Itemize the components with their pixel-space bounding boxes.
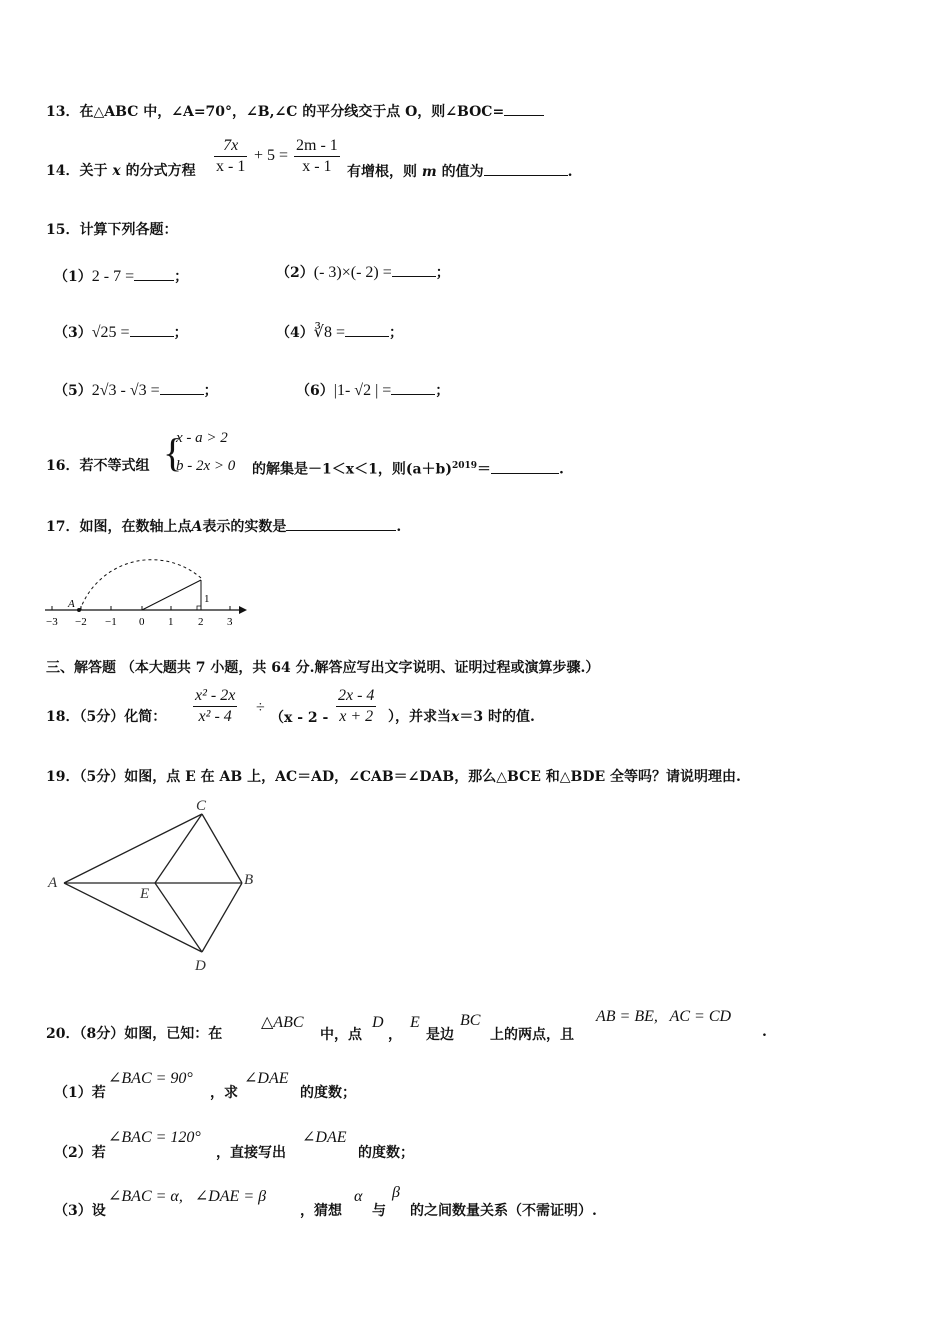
- q18-paren-close: ），并求当: [388, 709, 451, 725]
- q14-fraction-2: [294, 136, 340, 177]
- q19-segment-cb: [202, 814, 242, 883]
- q16-brace: {: [163, 430, 183, 475]
- q17-point-a: [77, 608, 81, 612]
- q15-title: 计算下列各题：: [79, 222, 178, 238]
- question-20: [46, 1024, 222, 1044]
- q14-frac2-den: x - 1: [302, 158, 332, 175]
- q18-fraction-2: [336, 686, 376, 727]
- q17-height-label: 1: [204, 593, 210, 605]
- q20-part-1-expr2: ∠DAE: [244, 1070, 289, 1087]
- q18-var: x: [451, 709, 460, 725]
- q14-end: .: [567, 164, 573, 180]
- q14-frac1-den: x - 1: [216, 158, 246, 175]
- q20-part-2-expr2: ∠DAE: [302, 1129, 347, 1146]
- q17-number-line-figure: [40, 540, 260, 632]
- q14-frac1-num: 7x: [214, 136, 247, 157]
- q18-score: （5分）化简：: [79, 709, 167, 725]
- q15-item-blank[interactable]: [391, 380, 435, 395]
- q17-hypotenuse: [142, 580, 201, 610]
- q19-segment-ed: [155, 883, 202, 952]
- q15-item-blank[interactable]: [134, 266, 174, 281]
- q17-number: 17．: [46, 519, 80, 535]
- question-17: [46, 516, 401, 537]
- q17-tick-label: −3: [46, 616, 58, 628]
- q15-item-3: [54, 322, 188, 342]
- q16-inequality-2: b - 2x > 0: [176, 458, 236, 474]
- q17-var: A: [191, 519, 203, 535]
- q18-number: 18．: [46, 709, 80, 725]
- q13-text: 在△ABC 中，∠A=70°，∠B,∠C 的平分线交于点 O，则∠BOC=: [79, 104, 505, 120]
- q16-expr: (a＋b): [405, 461, 452, 478]
- q19-label-d: D: [195, 958, 206, 974]
- q15-item-label: （2）: [276, 265, 314, 281]
- q17-tick-label: 2: [198, 616, 204, 628]
- q17-text: 如图，在数轴上点: [79, 519, 192, 535]
- q18-frac2-den: x + 2: [339, 708, 374, 725]
- q20-part-2-mid: ，直接写出: [216, 1145, 286, 1161]
- q14-mid: 的分式方程: [125, 163, 196, 179]
- q20-part-1-expr: ∠BAC = 90°: [108, 1070, 193, 1087]
- q15-item-blank[interactable]: [160, 380, 204, 395]
- q15-item-label: （3）: [54, 325, 92, 341]
- q20-text-3: 是边: [426, 1027, 454, 1043]
- q16-prefix: 若不等式组: [79, 458, 150, 474]
- q20-part-2-end: 的度数；: [358, 1145, 414, 1161]
- q20-point-e: E: [410, 1014, 420, 1031]
- q14-answer-blank[interactable]: [484, 161, 568, 176]
- q20-part-3-expr: ∠BAC = α, ∠DAE = β: [108, 1188, 267, 1205]
- question-13: [46, 101, 544, 122]
- q20-condition: AB = BE, AC = CD: [596, 1008, 732, 1025]
- q20-score: （8分）如图，已知：在: [79, 1026, 223, 1042]
- q15-item-4: [276, 322, 403, 342]
- question-16: [46, 456, 149, 476]
- q17-tick-label: −2: [75, 616, 87, 628]
- q15-item-end: ；: [435, 383, 450, 399]
- q15-item-1: [54, 266, 188, 286]
- q19-number: 19．: [46, 769, 80, 785]
- q15-item-end: ；: [203, 383, 218, 399]
- q15-item-expr: |1- √2 | =: [333, 382, 392, 399]
- q15-item-expr: 2 - 7 =: [91, 268, 135, 285]
- q13-number: 13．: [46, 104, 80, 120]
- q16-answer-blank[interactable]: [491, 459, 559, 474]
- q16-eq: ＝: [477, 461, 492, 478]
- q20-side-bc: BC: [460, 1012, 481, 1029]
- q14-prefix: 关于: [79, 163, 108, 179]
- question-15: [46, 220, 177, 240]
- q15-item-label: （1）: [54, 269, 92, 285]
- q14-var-x: x: [112, 163, 121, 179]
- q15-number: 15．: [46, 222, 80, 238]
- q15-item-blank[interactable]: [345, 322, 389, 337]
- q18-fraction-1: [193, 686, 237, 727]
- q19-label-c: C: [196, 798, 207, 814]
- q18-tail-text: ＝3 时的值.: [459, 709, 535, 725]
- q18-frac1-den: x² - 4: [198, 708, 232, 725]
- q20-part-3-label: （3）设: [54, 1203, 106, 1219]
- q15-item-2: [276, 262, 450, 282]
- q19-text: （5分）如图，点 E 在 AB 上，AC＝AD，∠CAB＝∠DAB，那么△BCE 和△BDE 全等吗？请说明理由.: [79, 769, 741, 785]
- q17-arc: [80, 560, 201, 610]
- q20-part-2-label: （2）若: [54, 1145, 106, 1161]
- q20-text-4: 上的两点，且: [490, 1027, 574, 1043]
- q14-number: 14．: [46, 163, 80, 179]
- q20-comma: ，: [388, 1027, 402, 1043]
- q15-item-end: ；: [173, 325, 188, 341]
- q17-text2: 表示的实数是: [202, 519, 287, 535]
- q20-part-1-mid: ，求: [210, 1085, 238, 1101]
- section-3-header: [46, 658, 599, 678]
- q19-label-a: A: [48, 875, 58, 891]
- q16-tail: [252, 456, 564, 480]
- q15-item-blank[interactable]: [130, 322, 174, 337]
- q19-label-e: E: [140, 886, 150, 902]
- q15-item-end: ；: [174, 269, 189, 285]
- q15-item-expr: (- 3)×(- 2) =: [313, 264, 392, 281]
- question-14: [46, 161, 196, 181]
- q20-part-3-alpha: α: [354, 1188, 363, 1205]
- q15-item-label: （4）: [276, 325, 314, 341]
- q20-part-1-end: 的度数；: [300, 1085, 356, 1101]
- q15-item-expr: ∛8 =: [313, 324, 345, 341]
- q14-frac2-num: 2m - 1: [294, 136, 340, 157]
- q19-segment-ad: [64, 883, 202, 952]
- q18-frac1-num: x² - 2x: [193, 686, 237, 707]
- q17-end: .: [396, 519, 402, 535]
- q18-paren-open: （x - 2 -: [270, 710, 329, 726]
- q15-item-expr: 2√3 - √3 =: [91, 382, 160, 399]
- q14-fraction-1: [214, 136, 247, 177]
- q15-item-expr: √25 =: [91, 324, 130, 341]
- q14-suffix2: 的值为: [441, 164, 484, 180]
- q19-segment-ac: [64, 814, 202, 883]
- q16-exponent: 2019: [451, 461, 478, 471]
- q17-tick-label: 0: [139, 616, 145, 628]
- q20-part-3-beta: β: [392, 1184, 400, 1201]
- q18-div: ÷: [256, 699, 265, 716]
- q17-point-a-label: A: [68, 598, 75, 610]
- q16-end: .: [559, 461, 564, 478]
- q19-segment-ec: [155, 814, 202, 883]
- q20-end: .: [762, 1024, 767, 1040]
- q17-tick-label: 1: [168, 616, 174, 628]
- q20-point-d: D: [372, 1014, 384, 1031]
- q17-answer-blank[interactable]: [286, 516, 396, 531]
- q20-part-3-end: 的之间数量关系（不需证明）.: [410, 1203, 597, 1219]
- q17-tick-label: 3: [227, 616, 233, 628]
- question-19: [46, 767, 741, 787]
- q17-axis-arrow: [239, 606, 247, 614]
- q14-tail: [347, 161, 572, 182]
- section-3-note: （本大题共 7 小题，共 64 分.解答应写出文字说明、证明过程或演算步骤.）: [120, 660, 600, 676]
- q13-answer-blank[interactable]: [504, 101, 544, 116]
- q17-tick-label: −1: [105, 616, 117, 628]
- q15-item-end: ；: [388, 325, 403, 341]
- q20-part-3-mid: ，猜想: [300, 1203, 342, 1219]
- q20-part-2-expr: ∠BAC = 120°: [108, 1129, 201, 1146]
- q14-plus5: + 5 =: [254, 147, 289, 164]
- question-18: [46, 707, 166, 727]
- q18-tail: [388, 707, 535, 727]
- q15-item-label: （6）: [296, 383, 334, 399]
- section-3-title: 三、解答题: [46, 660, 116, 676]
- q15-item-blank[interactable]: [392, 262, 436, 277]
- q20-part-3-with: 与: [372, 1203, 386, 1219]
- q19-label-b: B: [244, 872, 254, 888]
- q16-mid: 的解集是－1＜x＜1，则: [252, 461, 406, 478]
- q14-var-m: m: [421, 164, 437, 180]
- q15-item-end: ；: [435, 265, 450, 281]
- q16-number: 16．: [46, 458, 80, 474]
- q20-text-2: 中，点: [320, 1027, 362, 1043]
- q18-frac2-num: 2x - 4: [336, 686, 376, 707]
- q15-item-6: [296, 380, 449, 400]
- q14-suffix1: 有增根，则: [347, 164, 417, 180]
- q20-triangle: △ABC: [261, 1014, 304, 1031]
- q15-item-label: （5）: [54, 383, 92, 399]
- q19-figure: [40, 792, 280, 982]
- q16-inequality-1: x - a > 2: [176, 430, 228, 446]
- q15-item-5: [54, 380, 218, 400]
- q20-part-1-label: （1）若: [54, 1085, 106, 1101]
- q20-number: 20．: [46, 1026, 80, 1042]
- q19-segment-db: [202, 883, 242, 952]
